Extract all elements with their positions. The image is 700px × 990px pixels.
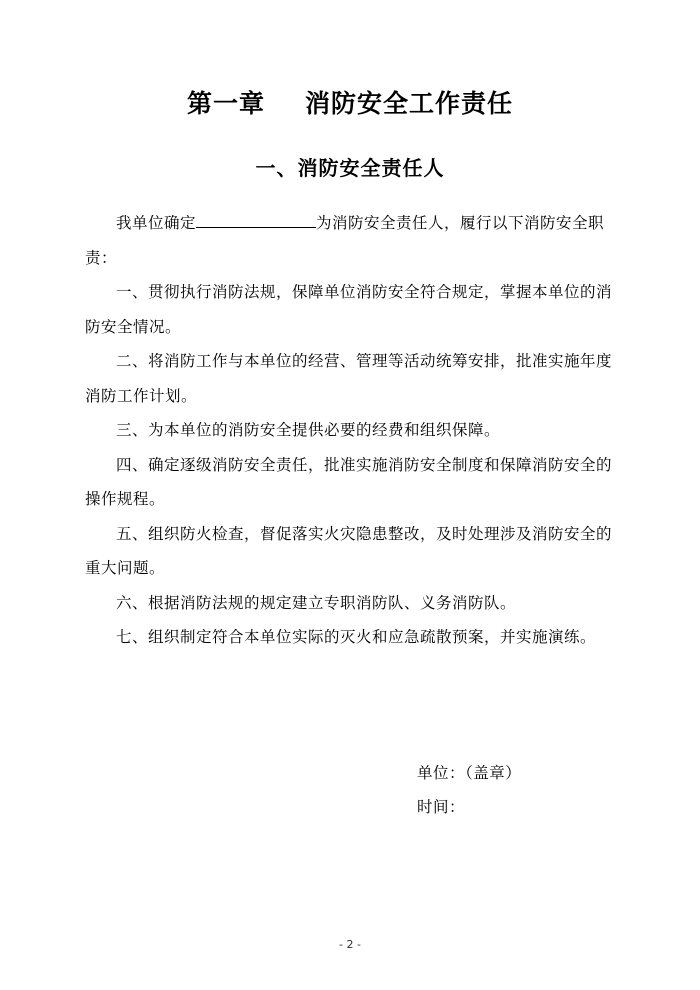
duty-paragraph-5: 五、组织防火检查，督促落实火灾隐患整改，及时处理涉及消防安全的重大问题。 bbox=[85, 524, 613, 577]
unit-seal-label: 单位：（盖章） bbox=[417, 764, 522, 782]
name-blank-field bbox=[196, 211, 316, 228]
duty-paragraph-7: 七、组织制定符合本单位实际的灭火和应急疏散预案，并实施演练。 bbox=[116, 628, 597, 646]
duty-paragraph-6: 六、根据消防法规的规定建立专职消防队、义务消防队。 bbox=[116, 593, 517, 612]
chapter-title-text: 消防安全工作责任 bbox=[305, 89, 514, 118]
intro-before-blank: 我单位确定 bbox=[116, 214, 197, 232]
duty-paragraph-2: 二、将消防工作与本单位的经营、管理等活动统筹安排，批准实施年度消防工作计划。 bbox=[85, 352, 613, 405]
signature-block bbox=[417, 756, 521, 824]
duty-paragraph-4: 四、确定逐级消防安全责任，批准实施消防安全制度和保障消防安全的操作规程。 bbox=[85, 455, 613, 508]
chapter-number: 第一章 bbox=[186, 89, 265, 118]
section-title: 一、消防安全责任人 bbox=[255, 156, 445, 180]
time-label: 时间： bbox=[417, 798, 466, 816]
intro-after-blank: 为消防安全责任人，履行以下消防安全职责： bbox=[85, 214, 605, 267]
intro-paragraph bbox=[85, 206, 620, 275]
page-number: - 2 - bbox=[339, 938, 361, 951]
duty-paragraph-3: 三、为本单位的消防安全提供必要的经费和组织保障。 bbox=[116, 421, 501, 439]
body-text bbox=[85, 206, 620, 655]
chapter-title bbox=[0, 84, 700, 120]
duty-paragraph-1: 一、贯彻执行消防法规，保障单位消防安全符合规定，掌握本单位的消防安全情况。 bbox=[85, 283, 613, 336]
